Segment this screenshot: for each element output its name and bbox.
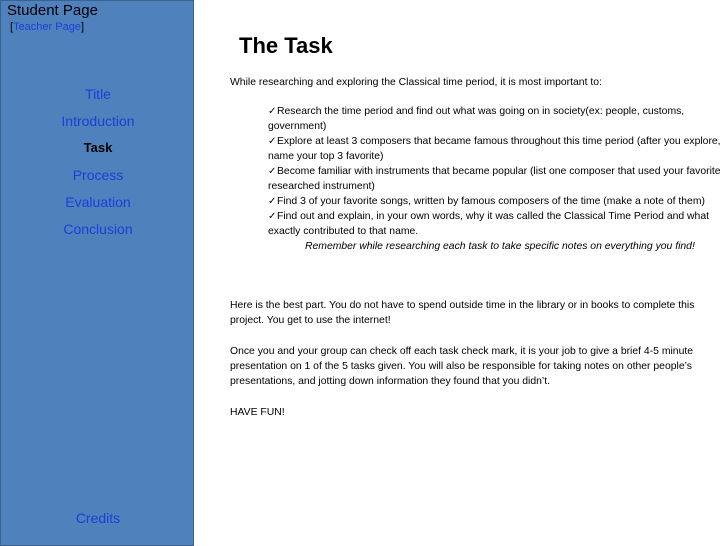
- teacher-page-link[interactable]: Teacher Page: [13, 21, 81, 33]
- task-text: Become familiar with instruments that became popular (list one composer that used your favorite researched instrument): [268, 166, 721, 192]
- sidebar-header: [7, 1, 98, 34]
- reminder-text: Remember while researching each task to take specific notes on everything you find!: [305, 241, 695, 252]
- nav-title[interactable]: Title: [85, 86, 111, 102]
- bracket-open: [: [10, 21, 14, 33]
- checkmark-icon: ✓: [268, 136, 277, 147]
- paragraph-internet: Here is the best part. You do not have to spend outside time in the library or in books to complete this project. You get to use the internet!: [230, 300, 695, 326]
- nav-credits[interactable]: Credits: [75, 510, 121, 526]
- task-item: [268, 164, 724, 194]
- paragraph-presentation: Once you and your group can check off each task check mark, it is your job to give a brief 4-5 minute presentation on 1 of the 5 tasks given. You will also be responsible for taking notes on other people’s presentations, and jotting down information they found that you didn’t.: [230, 346, 694, 387]
- intro-text: While researching and exploring the Classical time period, it is most important to:: [230, 77, 602, 88]
- checkmark-icon: ✓: [268, 196, 277, 207]
- checkmark-icon: ✓: [268, 106, 277, 117]
- closing-text: HAVE FUN!: [230, 407, 285, 418]
- page-title: Student Page: [7, 2, 98, 19]
- task-text: Explore at least 3 composers that became famous throughout this time period (after you explore, name your top 3 favorite): [268, 136, 721, 162]
- nav-process[interactable]: Process: [72, 167, 124, 183]
- nav-task[interactable]: Task: [83, 140, 113, 155]
- nav-evaluation[interactable]: Evaluation: [65, 194, 131, 210]
- sidebar: [0, 0, 194, 546]
- teacher-page-link-wrapper: [10, 20, 98, 34]
- task-item: [268, 104, 724, 134]
- task-heading: The Task: [239, 33, 333, 58]
- nav-conclusion[interactable]: Conclusion: [63, 221, 133, 237]
- checkmark-icon: ✓: [268, 166, 277, 177]
- checkmark-icon: ✓: [268, 211, 277, 222]
- task-text: Find out and explain, in your own words, why it was called the Classical Time Period and what exactly contributed to that name.: [268, 211, 710, 237]
- task-item: [268, 194, 724, 209]
- task-text: Find 3 of your favorite songs, written by famous composers of the time (make a note of them): [277, 196, 705, 207]
- task-list: [268, 104, 724, 254]
- bracket-close: ]: [80, 21, 85, 33]
- reminder-note: [268, 239, 724, 254]
- task-text: Research the time period and find out what was going on in society(ex: people, customs, government): [268, 106, 685, 132]
- nav-introduction[interactable]: Introduction: [61, 113, 135, 129]
- task-item: [268, 209, 724, 239]
- task-item: [268, 134, 724, 164]
